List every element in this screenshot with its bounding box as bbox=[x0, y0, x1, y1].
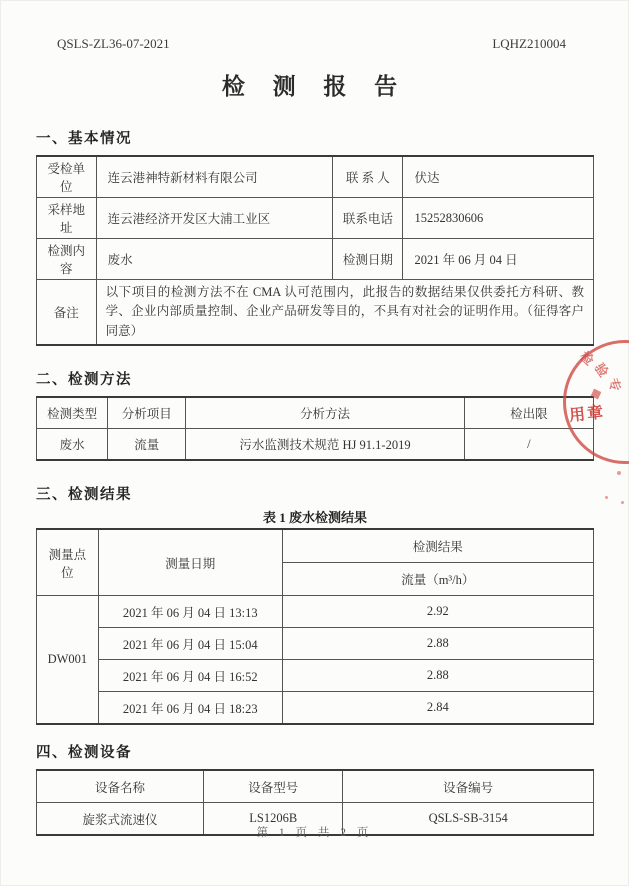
table-row bbox=[37, 429, 594, 461]
result-value: 2.88 bbox=[282, 628, 593, 660]
device-model: LS1206B bbox=[204, 803, 343, 836]
table-header-row bbox=[37, 397, 594, 429]
document-header bbox=[36, 0, 594, 52]
table-header-row bbox=[37, 529, 594, 563]
red-speck bbox=[605, 496, 608, 499]
basic-info-value: 2021 年 06 月 04 日 bbox=[403, 239, 594, 280]
result-header-date: 测量日期 bbox=[98, 529, 282, 596]
table-row bbox=[37, 156, 594, 198]
table-header-row bbox=[37, 770, 594, 803]
result-header-flow-unit: 流量（m³/h） bbox=[282, 563, 593, 596]
basic-info-value: 废水 bbox=[96, 239, 333, 280]
section-heading-results: 三、检测结果 bbox=[36, 487, 132, 504]
result-table-caption: 表 1 废水检测结果 bbox=[262, 510, 367, 526]
result-value: 2.84 bbox=[282, 692, 593, 725]
basic-info-label: 检测内容 bbox=[37, 239, 97, 280]
basic-info-label: 检测日期 bbox=[333, 239, 403, 280]
device-serial: QSLS-SB-3154 bbox=[343, 803, 594, 836]
red-speck bbox=[621, 501, 624, 504]
basic-info-value: 15252830606 bbox=[403, 198, 594, 239]
document-code: QSLS-ZL36-07-2021 bbox=[57, 36, 170, 51]
report-content bbox=[36, 0, 594, 836]
report-number: LQHZ210004 bbox=[492, 36, 566, 51]
result-date: 2021 年 06 月 04 日 15:04 bbox=[98, 628, 282, 660]
method-header-limit: 检出限 bbox=[464, 397, 593, 429]
table-row bbox=[37, 692, 594, 725]
basic-info-label: 联系电话 bbox=[333, 198, 403, 239]
basic-info-label: 采样地址 bbox=[37, 198, 97, 239]
result-point-id: DW001 bbox=[37, 596, 99, 725]
result-value: 2.88 bbox=[282, 660, 593, 692]
basic-info-value: 连云港经济开发区大浦工业区 bbox=[96, 198, 333, 239]
section-heading-devices: 四、检测设备 bbox=[36, 745, 132, 762]
remark-value: 以下项目的检测方法不在 CMA 认可范围内，此报告的数据结果仅供委托方科研、教学、企业内部质量控制、企业产品研发等目的，不具有对社会的证明作用。（征得客户同意） bbox=[96, 280, 593, 346]
seal-arc-char: 验 bbox=[591, 360, 612, 380]
seal-star-fragment bbox=[591, 389, 602, 400]
basic-info-value: 连云港神特新材料有限公司 bbox=[96, 156, 333, 198]
method-cell-limit: / bbox=[464, 429, 593, 461]
table-row bbox=[37, 596, 594, 628]
method-header-item: 分析项目 bbox=[108, 397, 186, 429]
basic-info-label: 联 系 人 bbox=[333, 156, 403, 198]
result-date: 2021 年 06 月 04 日 13:13 bbox=[98, 596, 282, 628]
device-name: 旋浆式流速仪 bbox=[37, 803, 204, 836]
section-heading-method: 二、检测方法 bbox=[36, 372, 132, 389]
method-cell-method: 污水监测技术规范 HJ 91.1-2019 bbox=[186, 429, 465, 461]
basic-info-value: 伏达 bbox=[403, 156, 594, 198]
method-cell-item: 流量 bbox=[108, 429, 186, 461]
device-header-name: 设备名称 bbox=[37, 770, 204, 803]
result-date: 2021 年 06 月 04 日 16:52 bbox=[98, 660, 282, 692]
table-row bbox=[37, 280, 594, 346]
device-header-model: 设备型号 bbox=[204, 770, 343, 803]
basic-info-label: 受检单位 bbox=[37, 156, 97, 198]
result-value: 2.92 bbox=[282, 596, 593, 628]
table-row bbox=[37, 198, 594, 239]
device-header-serial: 设备编号 bbox=[343, 770, 594, 803]
section-heading-basic-info: 一、基本情况 bbox=[36, 131, 132, 147]
result-header-group: 检测结果 bbox=[282, 529, 593, 563]
method-table bbox=[36, 396, 594, 461]
table-row bbox=[37, 660, 594, 692]
method-header-type: 检测类型 bbox=[37, 397, 108, 429]
seal-arc-char: 检 bbox=[576, 348, 597, 369]
method-cell-type: 废水 bbox=[37, 429, 108, 461]
page-footer: 第 1 页 共 2 页 bbox=[256, 827, 373, 839]
result-table bbox=[36, 528, 594, 725]
remark-label: 备注 bbox=[37, 280, 97, 346]
method-header-method: 分析方法 bbox=[186, 397, 465, 429]
seal-arc-char: 专 bbox=[605, 376, 624, 394]
report-title: 检 测 报 告 bbox=[221, 74, 409, 99]
table-row bbox=[37, 239, 594, 280]
seal-main-text: 用章 bbox=[568, 404, 607, 425]
basic-info-table bbox=[36, 155, 594, 346]
result-date: 2021 年 06 月 04 日 18:23 bbox=[98, 692, 282, 725]
result-header-point: 测量点位 bbox=[37, 529, 99, 596]
red-speck bbox=[617, 471, 621, 475]
table-row bbox=[37, 628, 594, 660]
